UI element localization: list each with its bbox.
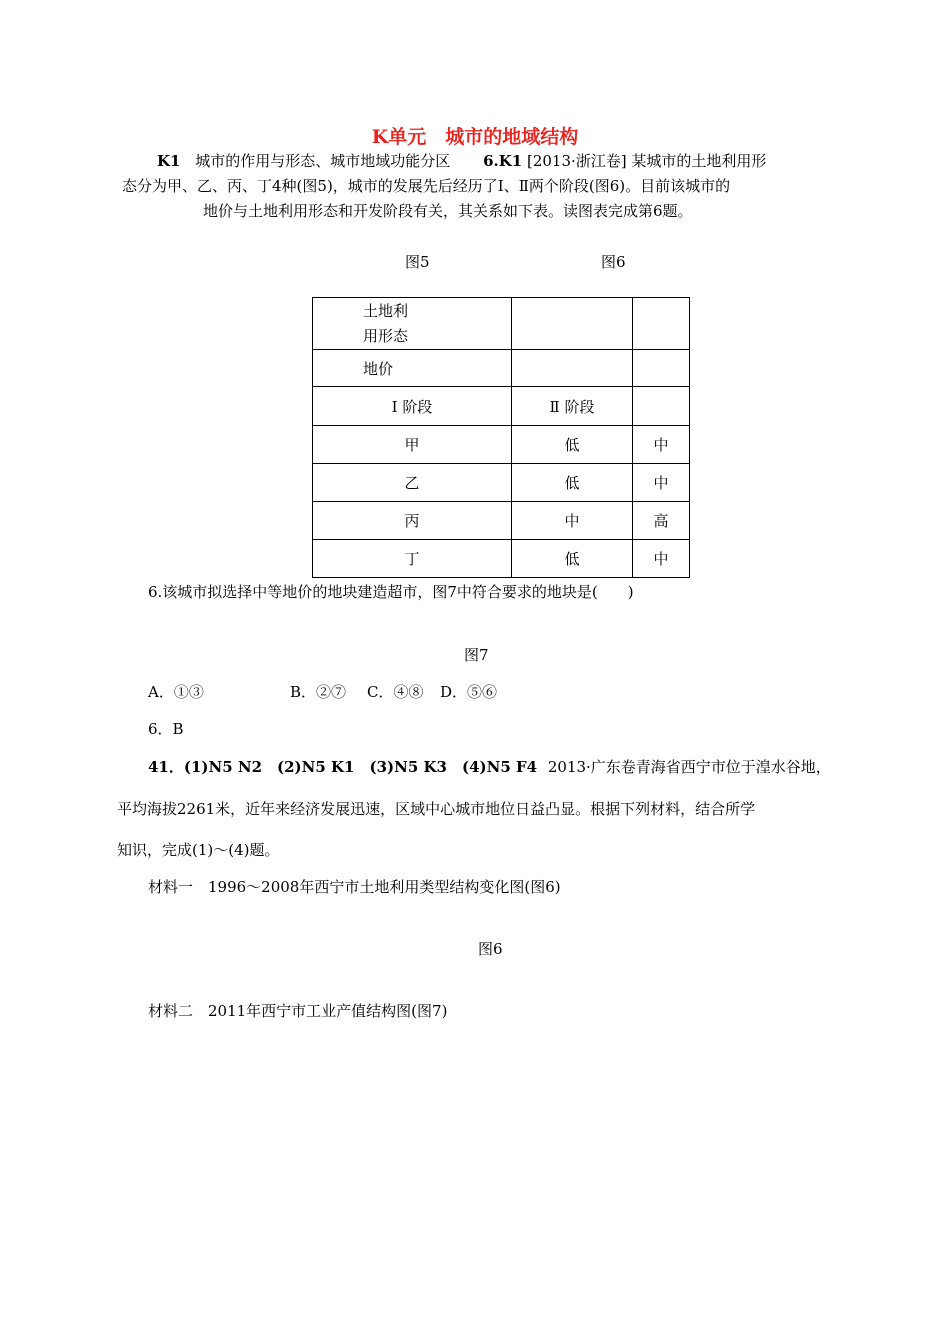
section-name: 城市的作用与形态、城市地域功能分区 — [195, 152, 451, 170]
question-41-line-2: 平均海拔2261米，近年来经济发展迅速，区域中心城市地位日益凸显。根据下列材料，结合所学 — [117, 800, 756, 818]
stage-2-price-cell: 中 — [633, 540, 690, 578]
table-row — [313, 387, 690, 426]
intro-line-3: 地价与土地利用形态和开发阶段有关，其关系如下表。读图表完成第6题。 — [203, 202, 693, 220]
material-1: 材料一 1996～2008年西宁市土地利用类型结构变化图(图6) — [148, 878, 561, 896]
question-source: [2013·浙江卷] — [526, 152, 627, 170]
header-land-use-line-1: 土地利 — [363, 301, 409, 320]
table-row — [313, 464, 690, 502]
header-land-use — [313, 298, 512, 350]
empty-cell — [633, 387, 690, 426]
stage-1-price-cell: 低 — [512, 426, 633, 464]
table-row — [313, 350, 690, 387]
question-41-line-1-tail: 2013·广东卷青海省西宁市位于湟水谷地， — [547, 758, 831, 776]
stage-1-price-cell: 低 — [512, 464, 633, 502]
question-41-codes: 41．(1)N5 N2 (2)N5 K1 (3)N5 K3 (4)N5 F4 — [148, 758, 538, 776]
material-2: 材料二 2011年西宁市工业产值结构图(图7) — [148, 1002, 448, 1020]
stage-2-price-cell: 高 — [633, 502, 690, 540]
option-d: D．⑤⑥ — [440, 683, 498, 701]
figure-6-caption: 图6 — [601, 253, 626, 271]
intro-line-1-tail: 某城市的土地利用形 — [631, 152, 767, 170]
intro-line-1 — [157, 149, 766, 174]
table-row — [313, 426, 690, 464]
header-stage-2: Ⅱ 阶段 — [512, 387, 633, 426]
empty-cell — [512, 350, 633, 387]
empty-cell — [512, 298, 633, 350]
land-type-cell: 乙 — [313, 464, 512, 502]
land-type-cell: 甲 — [313, 426, 512, 464]
answer-6: 6．B — [148, 720, 184, 738]
land-price-table — [312, 297, 690, 578]
land-type-cell: 丁 — [313, 540, 512, 578]
table-row — [313, 502, 690, 540]
figure-5-caption: 图5 — [405, 253, 430, 271]
header-land-use-line-2: 用形态 — [363, 326, 409, 345]
stage-1-price-cell: 中 — [512, 502, 633, 540]
stage-2-price-cell: 中 — [633, 464, 690, 502]
figure-7-caption: 图7 — [464, 646, 489, 664]
land-type-cell: 丙 — [313, 502, 512, 540]
figure-6b-caption: 图6 — [478, 940, 503, 958]
question-41-line-1 — [148, 755, 831, 780]
stage-2-price-cell: 中 — [633, 426, 690, 464]
option-c: C．④⑧ — [367, 683, 424, 701]
header-stage-1: Ⅰ 阶段 — [313, 387, 512, 426]
empty-cell — [633, 298, 690, 350]
page-title: K单元 城市的地域结构 — [371, 126, 579, 148]
empty-cell — [633, 350, 690, 387]
question-41-line-3: 知识，完成(1)～(4)题。 — [117, 841, 280, 859]
section-code: K1 — [157, 152, 181, 170]
question-6-stem: 6.该城市拟选择中等地价的地块建造超市，图7中符合要求的地块是( ) — [148, 583, 634, 601]
option-a: A．①③ — [148, 683, 204, 701]
table-row — [313, 540, 690, 578]
table-row — [313, 298, 690, 350]
option-b: B．②⑦ — [290, 683, 347, 701]
header-price: 地价 — [313, 350, 512, 387]
stage-1-price-cell: 低 — [512, 540, 633, 578]
question-code: 6.K1 — [483, 152, 523, 170]
intro-line-2: 态分为甲、乙、丙、丁4种(图5)，城市的发展先后经历了Ⅰ、Ⅱ两个阶段(图6)。目前该城市的 — [122, 177, 731, 195]
